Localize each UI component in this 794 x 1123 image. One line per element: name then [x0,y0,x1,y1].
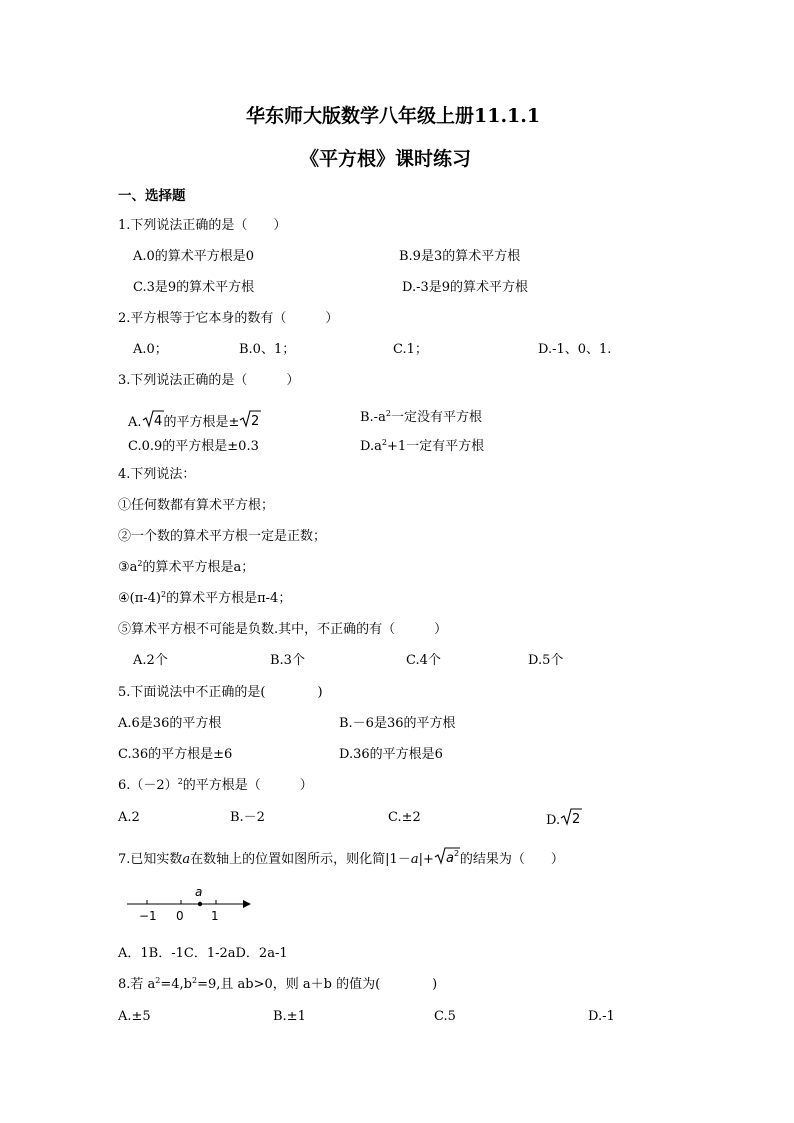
option-d-label: D. [546,813,561,828]
radicand: 2 [572,812,581,827]
question-2-option-d: D.-1、0、1. [538,342,612,357]
exponent: 2 [192,976,198,985]
tick-label-one: 1 [211,909,219,923]
question-4-option-a: A.2个 [133,653,168,668]
radicand: 2 [251,414,260,429]
question-5-option-a: A.6是36的平方根 [118,716,222,731]
question-2-option-b: B.0、1； [239,342,296,357]
question-2-stem: 2.平方根等于它本身的数有（ ） [118,311,339,326]
question-1-option-d: D.-3是9的算术平方根 [402,280,529,295]
section-heading: 一、选择题 [118,188,186,204]
question-4-statement-2: ②一个数的算术平方根一定是正数； [118,529,327,544]
option-a-label: A. [128,415,142,430]
question-2-option-c: C.1； [393,342,428,357]
question-4-option-b: B.3个 [270,653,305,668]
page-title: 华东师大版数学八年级上册11.1.1 [246,105,541,127]
question-8-option-c: C.5 [434,1009,456,1024]
radical-sign-icon [560,807,582,827]
square-root-expression [239,409,261,434]
stem-text: =4,b [160,977,193,992]
option-d-text: +1一定有平方根 [386,439,485,454]
variable: a [410,852,419,867]
stem-text: 在数轴上的位置如图所示，则化简|1－ [190,852,411,867]
square-root-expression [434,846,460,871]
question-5-stem: 5.下面说法中不正确的是( ) [118,685,323,700]
tick-label-minus-one: −1 [139,909,157,923]
statement-text: 的算术平方根是π-4； [166,591,292,606]
radical-sign-icon [434,846,460,866]
question-6-stem [118,778,313,794]
question-6-option-d [546,807,582,832]
radicand: a [445,851,454,866]
question-5-option-b: B.－6是36的平方根 [339,716,456,731]
stem-text: 的平方根是（ ） [182,778,313,793]
square-root-expression [142,409,164,434]
option-b-text: 一定没有平方根 [390,410,482,425]
stem-text: 6.（－2） [118,778,178,793]
exponent: 2 [453,849,459,858]
statement-text: ④(π-4) [118,591,162,606]
question-6-option-c: C.±2 [388,810,421,825]
question-1-option-b: B.9是3的算术平方根 [399,249,521,264]
question-8-stem [118,977,437,993]
question-7-options: A．1B．-1C．1-2aD．2a-1 [118,946,288,961]
radical-sign-icon [142,409,164,429]
question-3-option-a [128,409,261,434]
stem-text: =9,且 ab>0，则 a＋b 的值为( ) [197,977,438,992]
question-4-option-d: D.5个 [528,653,564,668]
question-1-stem: 1.下列说法正确的是（ ） [118,218,287,233]
question-3-option-c: C.0.9的平方根是±0.3 [128,439,259,454]
exponent: 2 [381,438,387,447]
variable: a [182,852,191,867]
exponent: 2 [155,976,161,985]
point-a-label: a [195,885,203,899]
question-4-statement-4 [118,591,291,607]
stem-text: 的结果为（ ） [459,852,564,867]
option-b-label: B.-a [360,410,386,425]
exponent: 2 [385,409,391,418]
option-d-label: D.a [360,439,382,454]
question-4-statement-5: ⑤算术平方根不可能是负数.其中，不正确的有（ ） [118,622,448,637]
radicand: 4 [153,414,162,429]
question-8-option-b: B.±1 [273,1009,306,1024]
question-8-option-d: D.-1 [588,1009,615,1024]
page-subtitle: 《平方根》课时练习 [300,148,472,170]
statement-text: ③a [118,560,138,575]
question-5-option-c: C.36的平方根是±6 [118,747,233,762]
question-3-option-b [360,410,482,426]
option-a-text: 的平方根是± [163,415,240,430]
exponent: 2 [177,777,183,786]
question-4-stem: 4.下列说法： [118,467,196,482]
point-a-marker [198,902,202,906]
statement-text: 的算术平方根是a； [142,560,255,575]
question-8-option-a: A.±5 [118,1009,151,1024]
stem-text: 7.已知实数 [118,852,183,867]
stem-text: 8.若 a [118,977,156,992]
question-3-stem: 3.下列说法正确的是（ ） [118,373,300,388]
question-5-option-d: D.36的平方根是6 [339,747,443,762]
exponent: 2 [137,559,143,568]
question-2-option-a: A.0； [133,342,168,357]
arrow-right-icon [243,900,251,908]
question-4-statement-3 [118,560,254,576]
question-6-option-a: A.2 [118,810,140,825]
question-6-option-b: B.－2 [230,810,265,825]
square-root-expression [560,807,582,832]
exponent: 2 [161,590,167,599]
radical-sign-icon [239,409,261,429]
question-4-statement-1: ①任何数都有算术平方根； [118,498,275,513]
question-7-stem [118,846,564,871]
question-4-option-c: C.4个 [406,653,441,668]
question-3-option-d [360,439,484,455]
question-1-option-c: C.3是9的算术平方根 [133,280,255,295]
stem-text: |+ [418,852,434,867]
tick-label-zero: 0 [176,909,184,923]
number-line-figure [125,883,260,925]
question-1-option-a: A.0的算术平方根是0 [133,249,255,264]
